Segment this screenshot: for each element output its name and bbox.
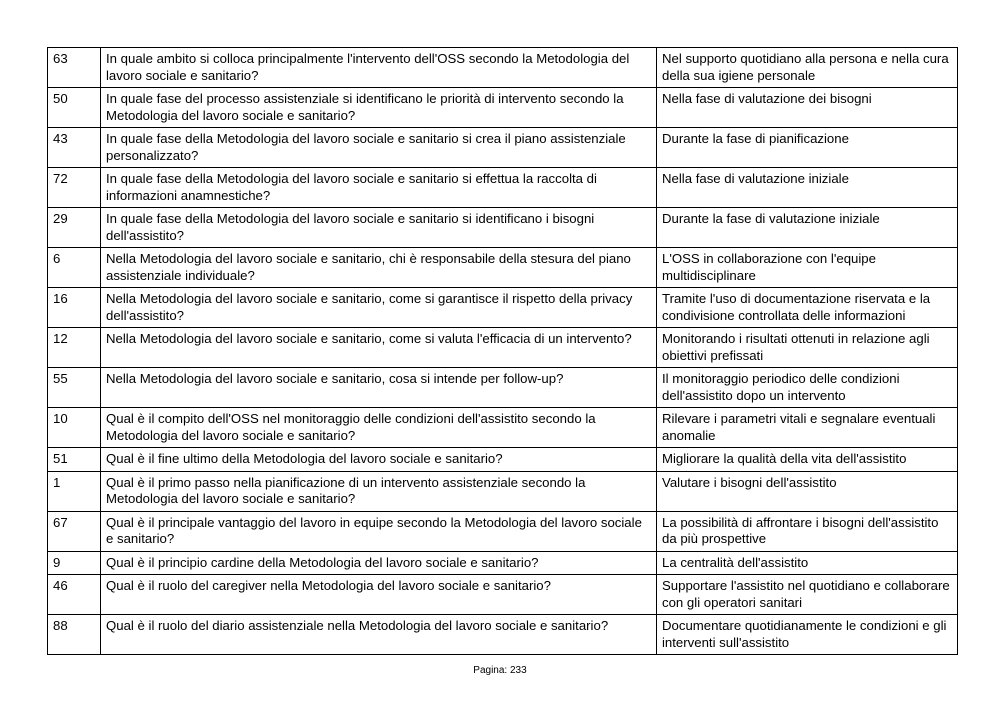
table-row	[48, 288, 958, 328]
question-text-cell: Qual è il compito dell'OSS nel monitoraggio delle condizioni dell'assistito secondo la Metodologia del lavoro sociale e sanitario?	[101, 408, 657, 448]
table-row	[48, 511, 958, 551]
table-row	[48, 471, 958, 511]
question-text-cell: Qual è il ruolo del caregiver nella Metodologia del lavoro sociale e sanitario?	[101, 575, 657, 615]
question-number-cell: 72	[48, 168, 101, 208]
question-text-cell: Qual è il principale vantaggio del lavoro in equipe secondo la Metodologia del lavoro sociale e sanitario?	[101, 511, 657, 551]
question-text-cell: In quale fase della Metodologia del lavoro sociale e sanitario si identificano i bisogni dell'assistito?	[101, 208, 657, 248]
table-row	[48, 248, 958, 288]
question-number-cell: 67	[48, 511, 101, 551]
table-row	[48, 448, 958, 472]
question-number-cell: 29	[48, 208, 101, 248]
question-number-cell: 12	[48, 328, 101, 368]
question-answer-table	[47, 47, 958, 655]
question-text-cell: Qual è il ruolo del diario assistenziale nella Metodologia del lavoro sociale e sanitario?	[101, 615, 657, 655]
question-number-cell: 9	[48, 551, 101, 575]
question-text-cell: In quale fase della Metodologia del lavoro sociale e sanitario si crea il piano assistenziale personalizzato?	[101, 128, 657, 168]
answer-text-cell: Nella fase di valutazione iniziale	[657, 168, 958, 208]
question-text-cell: Nella Metodologia del lavoro sociale e sanitario, chi è responsabile della stesura del piano assistenziale individuale?	[101, 248, 657, 288]
table-row	[48, 48, 958, 88]
answer-text-cell: Rilevare i parametri vitali e segnalare eventuali anomalie	[657, 408, 958, 448]
answer-text-cell: Durante la fase di pianificazione	[657, 128, 958, 168]
answer-text-cell: Migliorare la qualità della vita dell'assistito	[657, 448, 958, 472]
question-text-cell: Nella Metodologia del lavoro sociale e sanitario, cosa si intende per follow-up?	[101, 368, 657, 408]
table-row	[48, 615, 958, 655]
answer-text-cell: Durante la fase di valutazione iniziale	[657, 208, 958, 248]
question-number-cell: 10	[48, 408, 101, 448]
answer-text-cell: Supportare l'assistito nel quotidiano e collaborare con gli operatori sanitari	[657, 575, 958, 615]
table-row	[48, 408, 958, 448]
question-number-cell: 50	[48, 88, 101, 128]
question-number-cell: 63	[48, 48, 101, 88]
answer-text-cell: La possibilità di affrontare i bisogni dell'assistito da più prospettive	[657, 511, 958, 551]
answer-text-cell: Valutare i bisogni dell'assistito	[657, 471, 958, 511]
question-number-cell: 6	[48, 248, 101, 288]
answer-text-cell: Il monitoraggio periodico delle condizioni dell'assistito dopo un intervento	[657, 368, 958, 408]
question-number-cell: 88	[48, 615, 101, 655]
question-text-cell: Nella Metodologia del lavoro sociale e sanitario, come si garantisce il rispetto della privacy dell'assistito?	[101, 288, 657, 328]
question-text-cell: In quale fase del processo assistenziale si identificano le priorità di intervento secondo la Metodologia del lavoro sociale e sanitario?	[101, 88, 657, 128]
question-text-cell: Qual è il primo passo nella pianificazione di un intervento assistenziale secondo la Metodologia del lavoro sociale e sanitario?	[101, 471, 657, 511]
table-row	[48, 575, 958, 615]
question-text-cell: In quale ambito si colloca principalmente l'intervento dell'OSS secondo la Metodologia del lavoro sociale e sanitario?	[101, 48, 657, 88]
answer-text-cell: La centralità dell'assistito	[657, 551, 958, 575]
table-row	[48, 168, 958, 208]
question-number-cell: 55	[48, 368, 101, 408]
question-text-cell: Qual è il principio cardine della Metodologia del lavoro sociale e sanitario?	[101, 551, 657, 575]
answer-text-cell: Tramite l'uso di documentazione riservata e la condivisione controllata delle informazioni	[657, 288, 958, 328]
question-number-cell: 16	[48, 288, 101, 328]
question-text-cell: Qual è il fine ultimo della Metodologia del lavoro sociale e sanitario?	[101, 448, 657, 472]
table-body	[48, 48, 958, 655]
question-number-cell: 1	[48, 471, 101, 511]
answer-text-cell: L'OSS in collaborazione con l'equipe multidisciplinare	[657, 248, 958, 288]
table-row	[48, 328, 958, 368]
answer-text-cell: Monitorando i risultati ottenuti in relazione agli obiettivi prefissati	[657, 328, 958, 368]
question-text-cell: Nella Metodologia del lavoro sociale e sanitario, come si valuta l'efficacia di un intervento?	[101, 328, 657, 368]
table-row	[48, 551, 958, 575]
question-text-cell: In quale fase della Metodologia del lavoro sociale e sanitario si effettua la raccolta di informazioni anamnestiche?	[101, 168, 657, 208]
table-row	[48, 368, 958, 408]
table-row	[48, 208, 958, 248]
answer-text-cell: Nel supporto quotidiano alla persona e nella cura della sua igiene personale	[657, 48, 958, 88]
page-number: Pagina: 233	[473, 665, 527, 676]
answer-text-cell: Documentare quotidianamente le condizioni e gli interventi sull'assistito	[657, 615, 958, 655]
table-row	[48, 128, 958, 168]
question-number-cell: 51	[48, 448, 101, 472]
question-number-cell: 43	[48, 128, 101, 168]
answer-text-cell: Nella fase di valutazione dei bisogni	[657, 88, 958, 128]
table-row	[48, 88, 958, 128]
question-number-cell: 46	[48, 575, 101, 615]
